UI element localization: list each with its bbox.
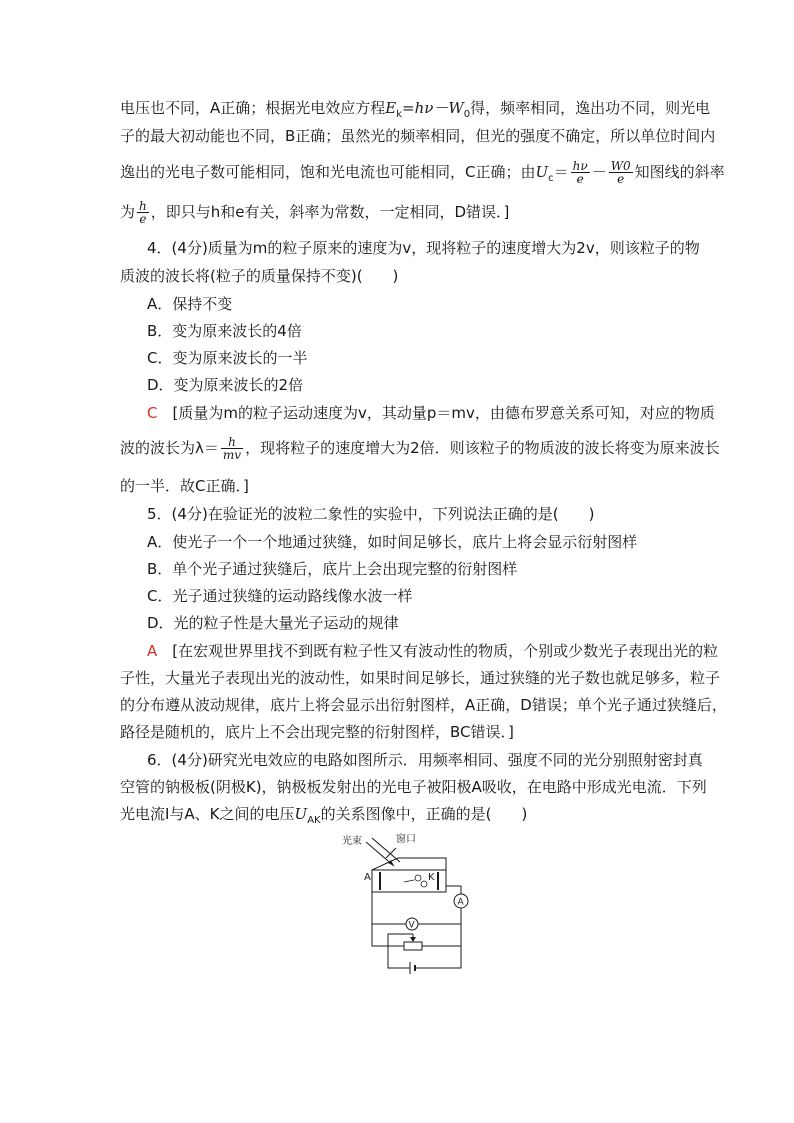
electron-arrow <box>404 880 414 882</box>
label-beam: 光束 <box>342 836 362 847</box>
ammeter-label: A <box>457 897 464 908</box>
q5-explanation-line-2: 子性，大量光子表现出光的波动性，如果时间足够长，通过狭缝的光子数也就足够多，粒子 <box>120 669 721 687</box>
rheostat-icon <box>404 942 422 950</box>
window-marker <box>386 848 396 858</box>
q5-explanation-line-4: 路径是随机的，底片上不会出现完整的衍射图样，BC错误．] <box>120 723 514 741</box>
label-cathode: K <box>428 872 435 883</box>
q5-answer: A <box>147 642 158 660</box>
wire-rheostat-right <box>422 924 461 946</box>
fraction-w0-over-e: $\frac{W0}{e}$ <box>610 159 631 186</box>
q4-explanation-line-2: 波的波长为λ＝ $\frac{h}{mv}$ ，现将粒子的速度增大为2倍．则该粒子的物质波的波长将变为原来波长 <box>120 435 720 462</box>
explanation-line-1: 电压也不同，A正确；根据光电效应方程$E_k=h\nu-W_0$得，频率相同，逸出功不同，则光电 <box>120 99 711 120</box>
q5-option-b: B．单个光子通过狭缝后，底片上会出现完整的衍射图样 <box>147 560 518 578</box>
q5-option-c: C．光子通过狭缝的运动路线像水波一样 <box>147 587 413 605</box>
label-anode: A <box>364 872 371 883</box>
q6-stem-line-3: 光电流I与A、K之间的电压$U_{AK}$的关系图像中，正确的是( ) <box>120 805 528 826</box>
q4-option-b: B．变为原来波长的4倍 <box>147 322 302 340</box>
q4-stem-line-1: 4．(4分)质量为m的粒子原来的速度为v，现将粒子的速度增大为2v，则该粒子的物 <box>147 239 700 257</box>
explanation-line-2: 子的最大初动能也不同，B正确；虽然光的频率相同，但光的强度不确定，所以单位时间内 <box>120 127 716 145</box>
label-window: 窗口 <box>396 834 416 845</box>
q4-option-c: C．变为原来波长的一半 <box>147 349 308 367</box>
q5-stem: 5．(4分)在验证光的波粒二象性的实验中，下列说法正确的是( ) <box>147 505 595 523</box>
wire-ammeter-top <box>446 886 461 894</box>
photoelectric-circuit-figure <box>338 830 488 980</box>
q4-explanation-line-1: C [质量为m的粒子运动速度为v，其动量p＝mv，由德布罗意关系可知，对应的物质 <box>147 404 715 422</box>
q6-stem-line-2: 空管的钠极板(阴极K)，钠极板发射出的光电子被阳极A吸收，在电路中形成光电流．下列 <box>120 778 707 796</box>
q4-option-d: D．变为原来波长的2倍 <box>147 376 304 394</box>
voltmeter-label: V <box>408 920 415 931</box>
fraction-h-over-e: $\frac{h}{e}$ <box>139 199 147 226</box>
explanation-line-3: 逸出的光电子数可能相同，饱和光电流也可能相同，C正确；由$U_c=$ $\frac{h\nu}{e}$ － $\frac{W0}{e}$ 知图线的斜率 <box>120 159 725 186</box>
explanation-line-4: 为 $\frac{h}{e}$ ，即只与h和e有关，斜率为常数，一定相同，D错误．] <box>120 199 510 226</box>
rheostat-slider-head <box>410 937 416 942</box>
q4-answer: C <box>147 404 158 422</box>
q5-option-d: D．光的粒子性是大量光子运动的规律 <box>147 614 399 632</box>
electron-2 <box>421 881 427 887</box>
fraction-hv-over-e: $\frac{h\nu}{e}$ <box>572 159 588 186</box>
q5-option-a: A．使光子一个一个地通过狭缝，如时间足够长，底片上将会显示衍射图样 <box>147 533 638 551</box>
wire-voltmeter-right <box>418 908 461 924</box>
q4-option-a: A．保持不变 <box>147 295 233 313</box>
q4-explanation-line-3: 的一半．故C正确．] <box>120 477 249 495</box>
electron-1 <box>415 875 421 881</box>
q5-explanation-line-1: A [在宏观世界里找不到既有粒子性又有波动性的物质，个别或少数光子表现出光的粒 <box>147 642 719 660</box>
q6-stem-line-1: 6．(4分)研究光电效应的电路如图所示．用频率相同、强度不同的光分别照射密封真 <box>147 751 703 769</box>
tube-top <box>372 858 446 878</box>
q4-stem-line-2: 质波的波长将(粒子的质量保持不变)( ) <box>120 267 399 285</box>
q5-explanation-line-3: 的分布遵从波动规律，底片上将会显示出衍射图样，A正确，D错误；单个光子通过狭缝后， <box>120 696 727 714</box>
fraction-h-over-mv: $\frac{h}{mv}$ <box>222 435 242 462</box>
